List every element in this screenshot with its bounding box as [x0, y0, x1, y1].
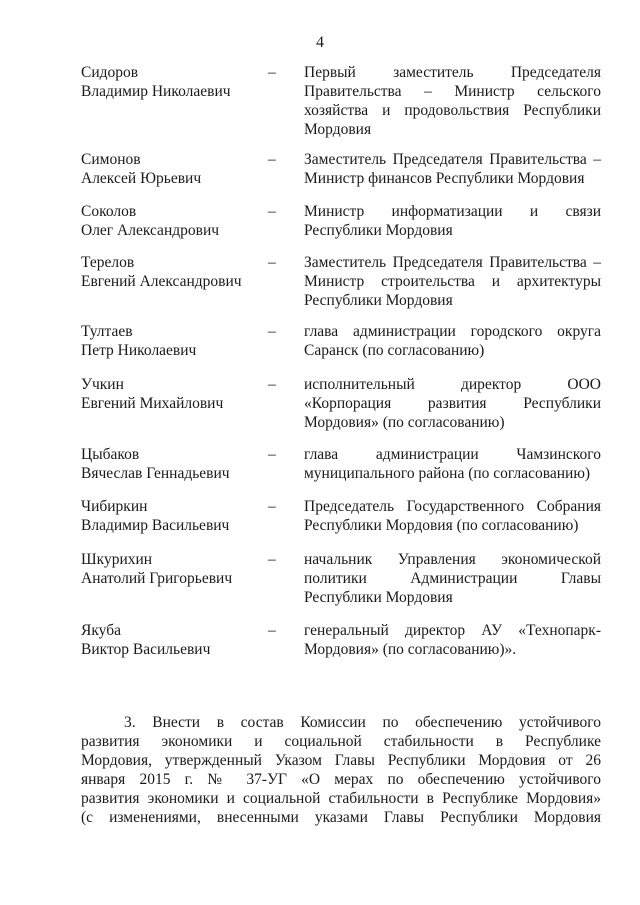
paragraph-line: 3. Внести в состав Комиссии по обеспечению устойчивого: [124, 714, 601, 731]
member-surname: Сидоров: [81, 64, 139, 81]
member-role: Заместитель Председателя Правительства – Министр строительства и архитектуры Республики Мордовия: [304, 254, 601, 309]
member-dash: –: [268, 622, 276, 639]
member-dash: –: [268, 203, 276, 220]
member-role: глава администрации городского округа Саранск (по согласованию): [304, 323, 601, 359]
member-name: [81, 375, 266, 413]
member-name: [81, 621, 266, 659]
member-given-names: Анатолий Григорьевич: [81, 570, 233, 587]
member-surname: Терелов: [81, 254, 135, 271]
member-given-names: Владимир Николаевич: [81, 83, 231, 100]
member-dash: –: [268, 323, 276, 340]
member-name: [81, 63, 266, 101]
member-dash: –: [268, 254, 276, 271]
member-name: [81, 202, 266, 240]
member-role: начальник Управления экономической политики Администрации Главы Республики Мордовия: [304, 551, 601, 606]
member-dash: –: [268, 376, 276, 393]
member-dash: –: [268, 151, 276, 168]
member-dash: –: [268, 498, 276, 515]
member-dash: –: [268, 551, 276, 568]
member-surname: Цыбаков: [81, 446, 140, 463]
member-dash: –: [268, 64, 276, 81]
member-given-names: Владимир Васильевич: [81, 517, 230, 534]
member-dash: –: [268, 446, 276, 463]
paragraph-line: Мордовия, утвержденный Указом Главы Республики Мордовия от 26: [81, 752, 601, 769]
member-name: [81, 445, 266, 483]
paragraph-line: января 2015 г. № 37-УГ «О мерах по обеспечению устойчивого: [81, 771, 601, 788]
member-surname: Учкин: [81, 376, 124, 393]
member-surname: Шкурихин: [81, 551, 153, 568]
member-surname: Якуба: [81, 622, 121, 639]
member-name: [81, 550, 266, 588]
member-role: Министр информатизации и связи Республики Мордовия: [304, 203, 601, 239]
member-role: Первый заместитель Председателя Правительства – Министр сельского хозяйства и продовольствия Республики Мордовия: [304, 64, 601, 138]
member-given-names: Алексей Юрьевич: [81, 170, 202, 187]
member-role: генеральный директор АУ «Технопарк-Мордовия» (по согласованию)».: [304, 622, 601, 658]
member-surname: Тултаев: [81, 323, 133, 340]
member-role: глава администрации Чамзинского муниципального района (по согласованию): [304, 446, 601, 482]
member-given-names: Евгений Михайлович: [81, 395, 224, 412]
member-name: [81, 497, 266, 535]
member-name: [81, 253, 266, 291]
paragraph-line: развития экономики и социальной стабильности в Республике: [81, 733, 601, 750]
member-role: Председатель Государственного Собрания Республики Мордовия (по согласованию): [304, 498, 601, 534]
paragraph-line: (с изменениями, внесенными указами Главы Республики Мордовия: [81, 809, 601, 826]
member-given-names: Евгений Александрович: [81, 273, 242, 290]
paragraph-line: развития экономики и социальной стабильности в Республике Мордовия»: [81, 790, 601, 807]
page-number: 4: [316, 34, 324, 51]
member-surname: Чибиркин: [81, 498, 148, 515]
member-name: [81, 322, 266, 360]
member-role: Заместитель Председателя Правительства – Министр финансов Республики Мордовия: [304, 151, 601, 187]
amendment-paragraph: [81, 713, 601, 827]
member-surname: Симонов: [81, 151, 141, 168]
member-given-names: Виктор Васильевич: [81, 641, 211, 658]
member-surname: Соколов: [81, 203, 137, 220]
member-given-names: Вячеслав Геннадьевич: [81, 465, 230, 482]
member-role: исполнительный директор ООО «Корпорация развития Республики Мордовия» (по согласованию): [304, 376, 601, 431]
member-given-names: Петр Николаевич: [81, 342, 197, 359]
member-given-names: Олег Александрович: [81, 222, 220, 239]
member-name: [81, 150, 266, 188]
